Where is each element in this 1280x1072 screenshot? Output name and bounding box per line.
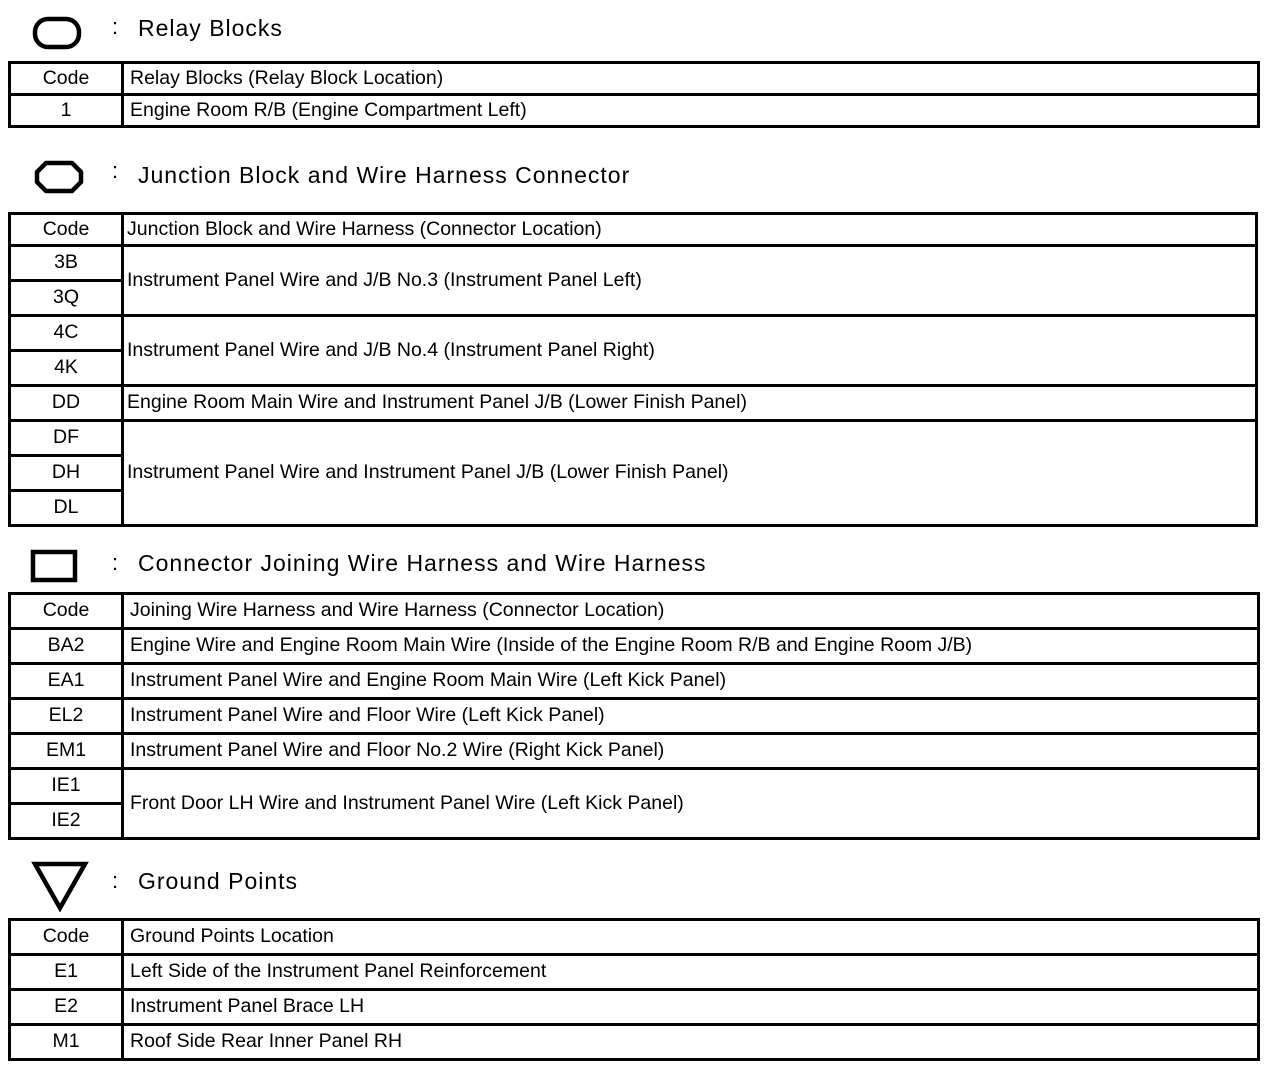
desc-header: Junction Block and Wire Harness (Connector Location): [123, 214, 1257, 246]
rounded-rect-icon: [32, 16, 82, 50]
desc-cell: Instrument Panel Wire and Floor No.2 Wire (Right Kick Panel): [123, 734, 1259, 769]
desc-cell: Engine Wire and Engine Room Main Wire (Inside of the Engine Room R/B and Engine Room J/B): [123, 629, 1259, 664]
desc-cell: Instrument Panel Wire and Engine Room Main Wire (Left Kick Panel): [123, 664, 1259, 699]
heading-colon: :: [112, 14, 120, 39]
code-cell: E1: [10, 955, 123, 990]
desc-cell: Left Side of the Instrument Panel Reinforcement: [123, 955, 1259, 990]
table-row: [10, 664, 1259, 699]
code-cell: M1: [10, 1025, 123, 1060]
heading-colon: :: [112, 868, 120, 893]
desc-cell: Instrument Panel Wire and Instrument Panel J/B (Lower Finish Panel): [123, 421, 1257, 526]
junction-block-table: [8, 212, 1258, 527]
heading-colon: :: [112, 550, 120, 575]
table-row: [10, 699, 1259, 734]
code-cell: DF: [10, 421, 123, 456]
code-cell: IE2: [10, 804, 123, 839]
code-header: Code: [10, 214, 123, 246]
table-row: [10, 990, 1259, 1025]
desc-cell: Engine Room Main Wire and Instrument Panel J/B (Lower Finish Panel): [123, 386, 1257, 421]
ground-points-table: [8, 918, 1260, 1061]
rectangle-icon: [30, 548, 80, 584]
desc-cell: Front Door LH Wire and Instrument Panel Wire (Left Kick Panel): [123, 769, 1259, 839]
code-cell: DL: [10, 491, 123, 526]
code-cell: DD: [10, 386, 123, 421]
down-triangle-icon: [30, 858, 90, 912]
table-header-row: [10, 594, 1259, 629]
code-cell: DH: [10, 456, 123, 491]
code-cell: 4C: [10, 316, 123, 351]
table-row: [10, 95, 1259, 127]
code-header: Code: [10, 63, 123, 95]
table-row: [10, 316, 1257, 351]
table-row: [10, 955, 1259, 990]
relay-blocks-heading: [0, 8, 1280, 58]
table-header-row: [10, 63, 1259, 95]
section-title: Junction Block and Wire Harness Connector: [138, 162, 631, 188]
desc-header: Joining Wire Harness and Wire Harness (Connector Location): [123, 594, 1259, 629]
section-title: Relay Blocks: [138, 15, 283, 41]
desc-header: Relay Blocks (Relay Block Location): [123, 63, 1259, 95]
connector-joining-table: [8, 592, 1260, 840]
desc-cell: Instrument Panel Wire and Floor Wire (Left Kick Panel): [123, 699, 1259, 734]
heading-colon: :: [112, 158, 120, 183]
code-cell: BA2: [10, 629, 123, 664]
desc-cell: Instrument Panel Brace LH: [123, 990, 1259, 1025]
code-header: Code: [10, 594, 123, 629]
code-cell: EM1: [10, 734, 123, 769]
table-row: [10, 629, 1259, 664]
code-cell: 4K: [10, 351, 123, 386]
table-row: [10, 246, 1257, 281]
table-header-row: [10, 920, 1259, 955]
code-cell: IE1: [10, 769, 123, 804]
connector-joining-heading: [0, 540, 1280, 590]
code-cell: 1: [10, 95, 123, 127]
code-cell: EA1: [10, 664, 123, 699]
table-row: [10, 734, 1259, 769]
desc-cell: Roof Side Rear Inner Panel RH: [123, 1025, 1259, 1060]
desc-header: Ground Points Location: [123, 920, 1259, 955]
table-header-row: [10, 214, 1257, 246]
code-header: Code: [10, 920, 123, 955]
section-title: Ground Points: [138, 868, 299, 894]
octagon-icon: [34, 160, 84, 194]
code-cell: 3Q: [10, 281, 123, 316]
table-row: [10, 769, 1259, 804]
desc-cell: Engine Room R/B (Engine Compartment Left): [123, 95, 1259, 127]
desc-cell: Instrument Panel Wire and J/B No.3 (Instrument Panel Left): [123, 246, 1257, 316]
table-row: [10, 386, 1257, 421]
code-cell: E2: [10, 990, 123, 1025]
code-cell: EL2: [10, 699, 123, 734]
section-title: Connector Joining Wire Harness and Wire Harness: [138, 550, 707, 576]
junction-block-heading: [0, 152, 1280, 202]
relay-blocks-table: [8, 61, 1260, 128]
table-row: [10, 1025, 1259, 1060]
table-row: [10, 421, 1257, 456]
ground-points-heading: [0, 856, 1280, 906]
desc-cell: Instrument Panel Wire and J/B No.4 (Instrument Panel Right): [123, 316, 1257, 386]
code-cell: 3B: [10, 246, 123, 281]
